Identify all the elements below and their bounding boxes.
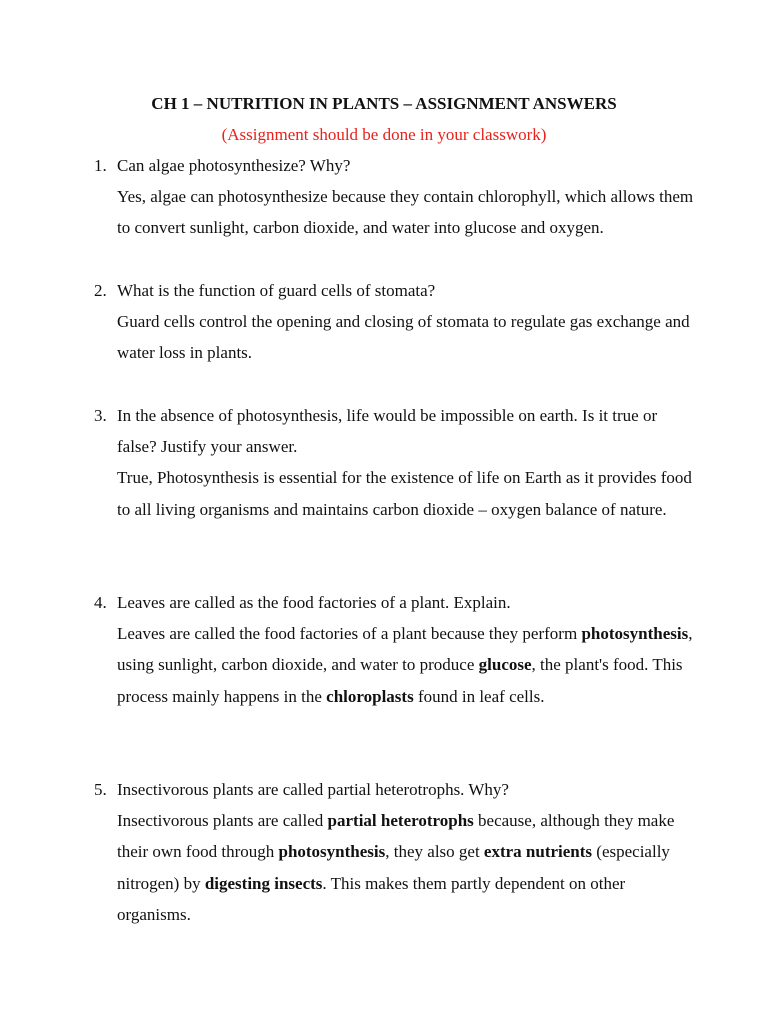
answer-fragment: found in leaf cells. <box>413 686 545 706</box>
answer-keyword: extra nutrients <box>483 842 593 862</box>
page-subtitle: (Assignment should be done in your classwork) <box>221 125 547 144</box>
question-1 <box>94 150 694 244</box>
page-title: CH 1 – NUTRITION IN PLANTS – ASSIGNMENT ANSWERS <box>151 94 617 113</box>
question-3 <box>94 400 694 525</box>
answer-keyword: glucose <box>478 655 532 675</box>
question-text: What is the function of guard cells of stomata? <box>117 281 436 300</box>
question-text: In the absence of photosynthesis, life would be impossible on earth. Is it true or false? Justify your answer. <box>117 406 658 457</box>
answer-text: True, Photosynthesis is essential for the existence of life on Earth as it provides food to all living organisms and maintains carbon dioxide – oxygen balance of nature. <box>117 468 692 519</box>
answer-fragment: Leaves are called the food factories of a plant because they perform <box>117 624 582 644</box>
question-2 <box>94 275 694 369</box>
answer-keyword: chloroplasts <box>326 686 414 706</box>
answer-fragment: , using sunlight, carbon dioxide, and water to produce <box>117 624 693 675</box>
answer-keyword: partial heterotrophs <box>327 811 474 831</box>
question-number: 5. <box>94 780 107 799</box>
answer-fragment: . This makes them partly dependent on other organisms. <box>117 873 626 924</box>
question-text: Insectivorous plants are called partial heterotrophs. Why? <box>117 780 509 799</box>
answer-text: Yes, algae can photosynthesize because they contain chlorophyll, which allows them to convert sunlight, carbon dioxide, and water into glucose and oxygen. <box>117 187 694 238</box>
question-number: 4. <box>94 593 107 612</box>
answer-keyword: photosynthesis <box>581 624 689 644</box>
question-number: 2. <box>94 281 107 300</box>
question-4 <box>94 587 694 712</box>
question-number: 3. <box>94 406 107 425</box>
answer-text <box>117 618 694 712</box>
answer-fragment: (especially nitrogen) by <box>117 842 670 893</box>
answer-fragment: because, although they make their own food through <box>117 811 675 862</box>
answer-text: Guard cells control the opening and closing of stomata to regulate gas exchange and water loss in plants. <box>117 312 690 363</box>
answer-fragment: , they also get <box>385 842 484 862</box>
question-5 <box>94 774 694 930</box>
answer-keyword: photosynthesis <box>278 842 386 862</box>
answer-fragment: , the plant's food. This process mainly happens in the <box>117 655 683 706</box>
answer-text <box>117 805 694 930</box>
answer-fragment: Insectivorous plants are called <box>117 811 328 831</box>
question-text: Can algae photosynthesize? Why? <box>117 156 351 175</box>
question-text: Leaves are called as the food factories of a plant. Explain. <box>117 593 511 612</box>
question-number: 1. <box>94 156 107 175</box>
answer-keyword: digesting insects <box>204 873 323 893</box>
